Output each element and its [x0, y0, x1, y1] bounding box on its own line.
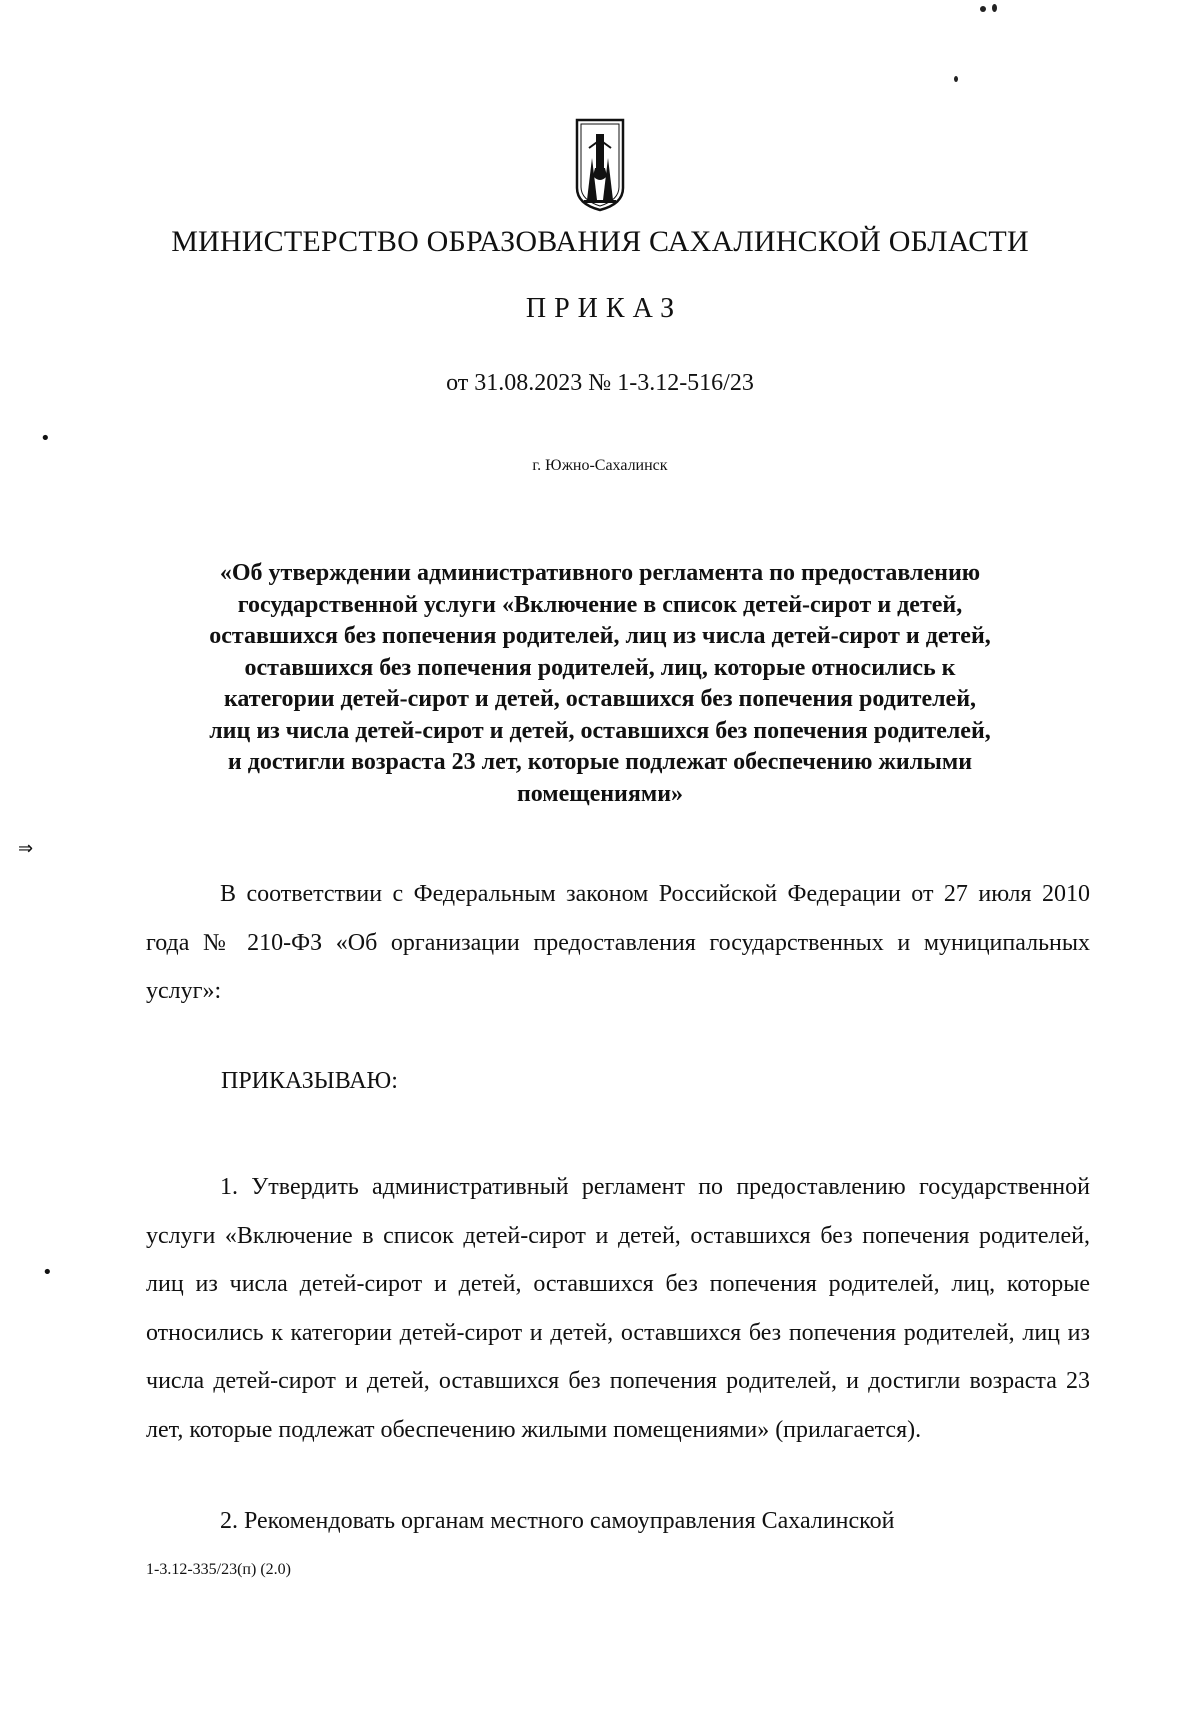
title-line: государственной услуги «Включение в список детей-сирот и детей,	[237, 591, 963, 618]
title-line: оставшихся без попечения родителей, лиц из числа детей-сирот и детей,	[209, 623, 991, 649]
order-title	[140, 558, 1060, 810]
title-line: и достигли возраста 23 лет, которые подлежат обеспечению жилыми	[227, 749, 973, 775]
order-item-1: 1. Утвердить административный регламент по предоставлению государственной услуги «Включение в список детей-сирот и детей, оставшихся без попечения родителей, лиц из числа детей-сирот и детей, оставшихся без попечения родителей, лиц, которые относились к категории детей-сирот и детей, оставшихся без попечения родителей, лиц из числа детей-сирот и детей, оставшихся без попечения родителей, и достигли возраста 23 лет, которые подлежат обеспечению жилыми помещениями» (прилагается).	[146, 1174, 1090, 1443]
scan-speck-icon	[992, 4, 997, 12]
title-line: помещениями»	[516, 780, 684, 807]
scan-speck-icon	[954, 76, 958, 82]
coat-of-arms-icon	[575, 118, 625, 212]
order-heading: ПРИКАЗ	[525, 293, 683, 324]
order-item-2: 2. Рекомендовать органам местного самоуправления Сахалинской	[220, 1508, 895, 1534]
orders-word: ПРИКАЗЫВАЮ:	[221, 1068, 398, 1094]
intro-paragraph: В соответствии с Федеральным законом Российской Федерации от 27 июля 2010 года № 210-ФЗ «Об организации предоставления государственных и муниципальных услуг»:	[146, 881, 1090, 1004]
ministry-heading: МИНИСТЕРСТВО ОБРАЗОВАНИЯ САХАЛИНСКОЙ ОБЛАСТИ	[171, 225, 1029, 258]
order-date-number: от 31.08.2023 № 1-3.12-516/23	[446, 370, 754, 396]
title-line: лиц из числа детей-сирот и детей, оставшихся без попечения родителей,	[209, 717, 991, 744]
scan-speck-icon	[980, 6, 986, 12]
title-line: категории детей-сирот и детей, оставшихся без попечения родителей,	[223, 686, 977, 712]
scan-speck-icon: •	[40, 428, 51, 449]
scan-speck-icon: ⇒	[18, 838, 34, 859]
city-label: г. Южно-Сахалинск	[532, 457, 668, 474]
title-line: оставшихся без попечения родителей, лиц, которые относились к	[244, 654, 956, 681]
title-line: «Об утверждении административного регламента по предоставлению	[219, 560, 981, 586]
document-code: 1-3.12-335/23(п) (2.0)	[146, 1561, 291, 1578]
scan-speck-icon: •	[42, 1262, 53, 1283]
